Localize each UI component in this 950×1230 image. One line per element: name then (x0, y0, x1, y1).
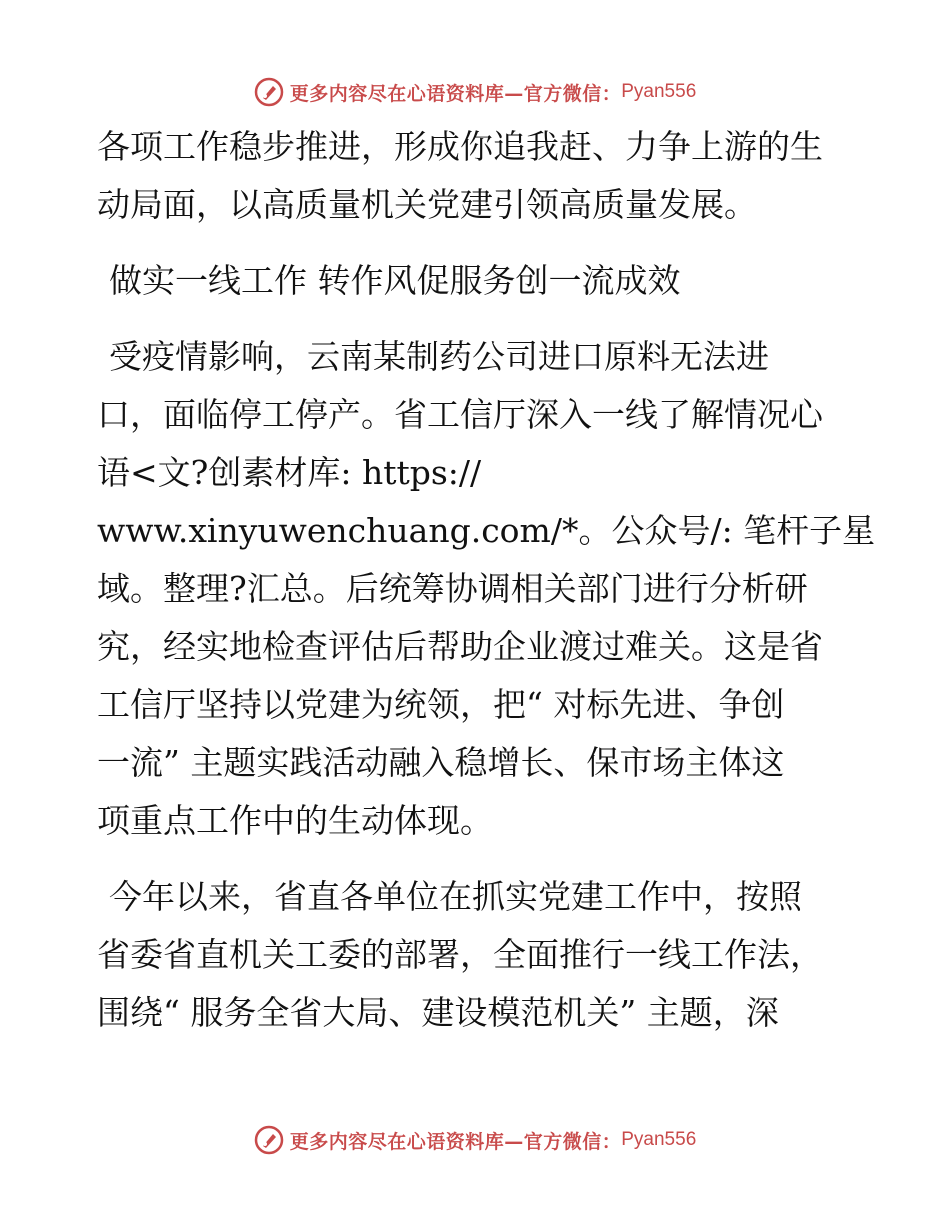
text-line: 今年以来，省直各单位在抓实党建工作中，按照 (109, 877, 802, 916)
text-line: 受疫情影响，云南某制药公司进口原料无法进 (109, 337, 769, 376)
pen-nib-logo-icon (254, 77, 284, 107)
paragraph-3 (97, 868, 857, 1042)
text-line: 语<文?创素材库: https:// (97, 453, 482, 492)
paragraph-1 (97, 118, 857, 234)
text-line: www.xinyuwenchuang.com/*。公众号/: 笔杆子星 (97, 511, 876, 550)
text-line: 究，经实地检查评估后帮助企业渡过难关。这是省 (97, 627, 823, 666)
text-line: 域。整理?汇总。后统筹协调相关部门进行分析研 (97, 569, 808, 608)
header-banner (0, 72, 950, 112)
section-heading: 做实一线工作 转作风促服务创一流成效 (109, 261, 681, 300)
text-line: 口，面临停工停产。省工信厅深入一线了解情况心 (97, 395, 823, 434)
header-banner-id: Pyan556 (621, 81, 697, 102)
pen-nib-logo-icon (254, 1125, 284, 1155)
text-line: 省委省直机关工委的部署，全面推行一线工作法， (97, 935, 823, 974)
footer-banner-text: 更多内容尽在心语资料库—官方微信： (289, 1130, 622, 1153)
document-body (97, 118, 876, 1042)
text-line: 一流” 主题实践活动融入稳增长、保市场主体这 (97, 743, 785, 782)
text-line: 围绕“ 服务全省大局、建设模范机关” 主题，深 (97, 993, 779, 1032)
paragraph-2 (97, 328, 876, 850)
text-line: 工信厅坚持以党建为统领，把“ 对标先进、争创 (97, 685, 785, 724)
text-line: 各项工作稳步推进，形成你追我赶、力争上游的生 (97, 127, 823, 166)
footer-banner-id: Pyan556 (621, 1129, 697, 1150)
footer-banner (0, 1120, 950, 1160)
header-banner-text: 更多内容尽在心语资料库—官方微信： (289, 82, 622, 105)
text-line: 项重点工作中的生动体现。 (97, 801, 493, 840)
text-line: 动局面，以高质量机关党建引领高质量发展。 (97, 185, 757, 224)
